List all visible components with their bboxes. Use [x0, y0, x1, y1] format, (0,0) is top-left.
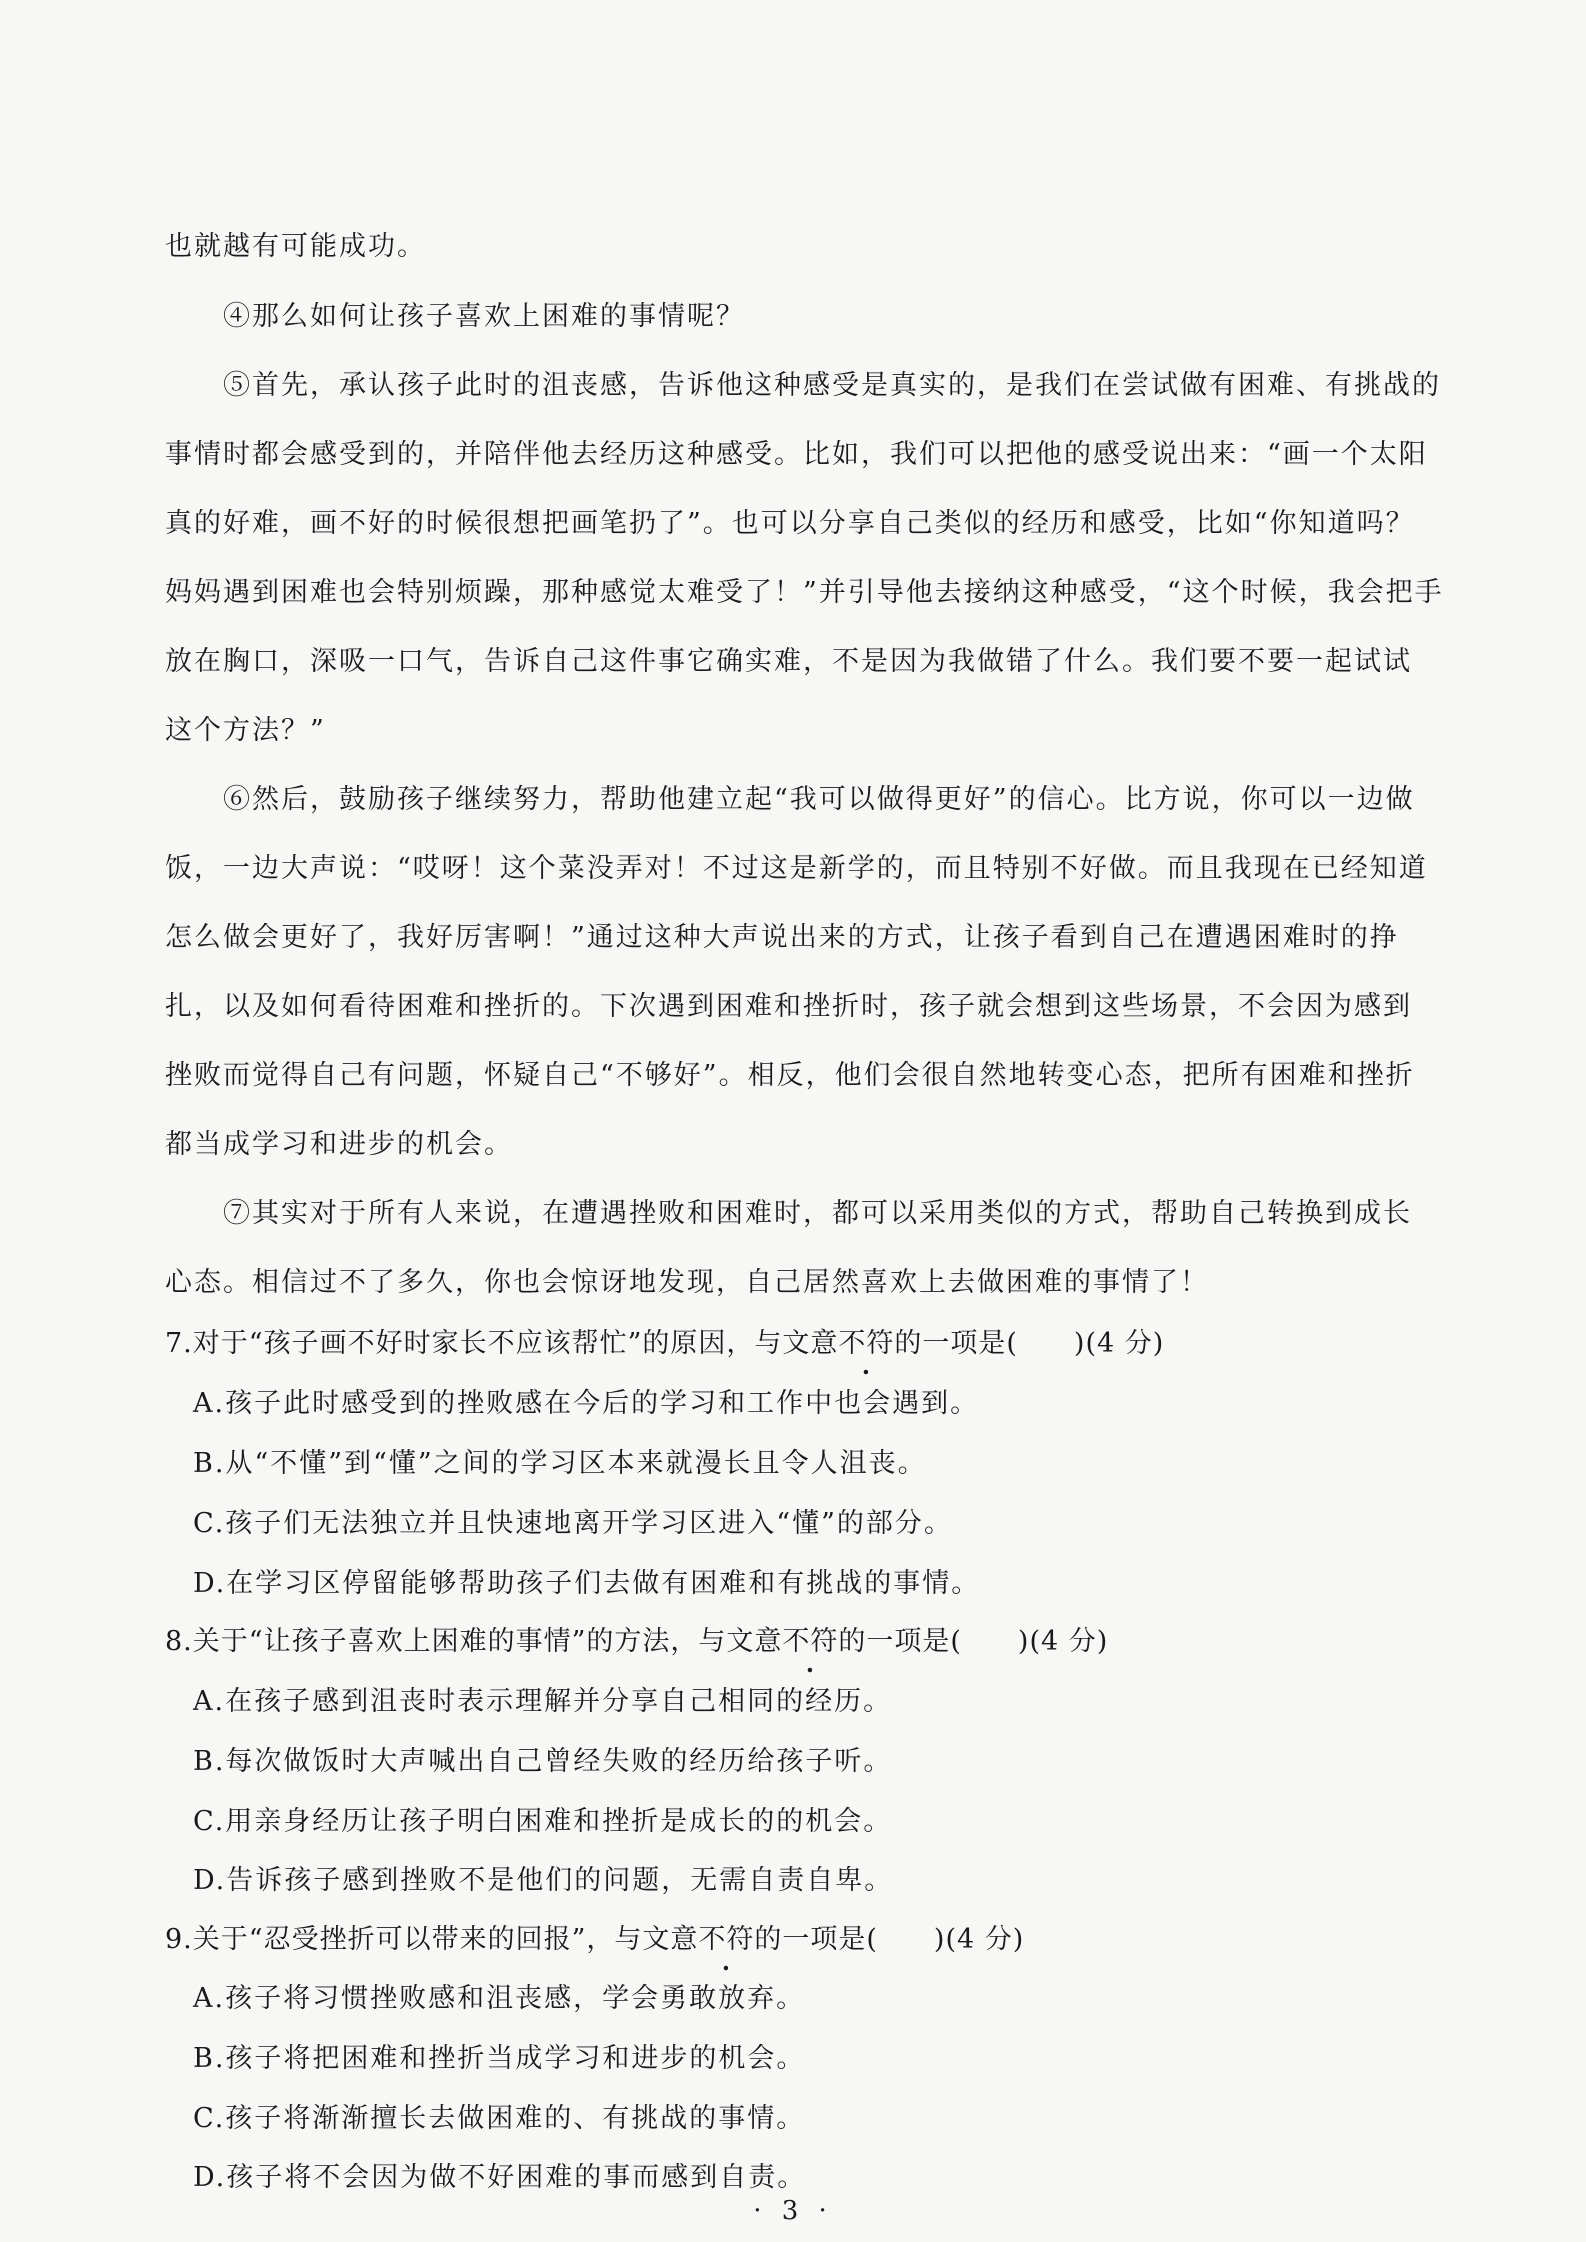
- passage-line: 事情时都会感受到的，并陪伴他去经历这种感受。比如，我们可以把他的感受说出来：“画一个太阳: [165, 439, 1428, 470]
- stem-text: 7.对于“孩子画不好时家长不应该帮忙”的原因，与文意: [165, 1328, 839, 1359]
- passage-line: 饭，一边大声说：“哎呀！这个菜没弄对！不过这是新学的，而且特别不好做。而且我现在已经知道: [165, 853, 1428, 884]
- option-d: D.告诉孩子感到挫败不是他们的问题，无需自责自卑。: [193, 1865, 894, 1896]
- passage-paragraph-6: ⑥然后，鼓励孩子继续努力，帮助他建立起“我可以做得更好”的信心。比方说，你可以一边做: [223, 784, 1415, 815]
- emphasis-mark: 不符: [838, 1328, 895, 1359]
- option-c: C.孩子们无法独立并且快速地离开学习区进入“懂”的部分。: [193, 1508, 953, 1539]
- option-a: A.在孩子感到沮丧时表示理解并分享自己相同的经历。: [193, 1686, 893, 1717]
- option-c: C.孩子将渐渐擅长去做困难的、有挑战的事情。: [193, 2103, 806, 2134]
- option-b: B.孩子将把困难和挫折当成学习和进步的机会。: [193, 2043, 806, 2074]
- stem-text: 9.关于“忍受挫折可以带来的回报”，与文意: [165, 1924, 699, 1955]
- passage-line: 心态。相信过不了多久，你也会惊讶地发现，自己居然喜欢上去做困难的事情了！: [165, 1267, 1209, 1298]
- option-b: B.从“不懂”到“懂”之间的学习区本来就漫长且令人沮丧。: [193, 1448, 927, 1479]
- question-stem: [165, 1622, 1108, 1662]
- option-d: D.在学习区停留能够帮助孩子们去做有困难和有挑战的事情。: [193, 1568, 981, 1599]
- passage-line: 真的好难，画不好的时候很想把画笔扔了”。也可以分享自己类似的经历和感受，比如“你知道吗？: [165, 508, 1415, 539]
- question-stem: [165, 1324, 1164, 1364]
- stem-text: 的一项是( )(4 分): [754, 1924, 1025, 1955]
- question-stem: [165, 1920, 1024, 1960]
- passage-line: 也就越有可能成功。: [165, 231, 426, 262]
- passage-line: 挫败而觉得自己有问题，怀疑自己“不够好”。相反，他们会很自然地转变心态，把所有困难和挫折: [165, 1060, 1415, 1091]
- option-a: A.孩子将习惯挫败感和沮丧感，学会勇敢放弃。: [193, 1983, 806, 2014]
- option-c: C.用亲身经历让孩子明白困难和挫折是成长的的机会。: [193, 1806, 893, 1837]
- passage-line: 扎，以及如何看待困难和挫折的。下次遇到困难和挫折时，孩子就会想到这些场景，不会因为感到: [165, 991, 1412, 1022]
- passage-paragraph-5: ⑤首先，承认孩子此时的沮丧感，告诉他这种感受是真实的，是我们在尝试做有困难、有挑战的: [223, 370, 1441, 401]
- option-a: A.孩子此时感受到的挫败感在今后的学习和工作中也会遇到。: [193, 1388, 980, 1419]
- passage-line: 都当成学习和进步的机会。: [165, 1129, 513, 1160]
- emphasis-mark: 不符: [698, 1924, 755, 1955]
- emphasis-mark: 不符: [782, 1626, 839, 1657]
- passage-line: 放在胸口，深吸一口气，告诉自己这件事它确实难，不是因为我做错了什么。我们要不要一起试试: [165, 646, 1412, 677]
- stem-text: 8.关于“让孩子喜欢上困难的事情”的方法，与文意: [165, 1626, 783, 1657]
- passage-line: 怎么做会更好了，我好厉害啊！”通过这种大声说出来的方式，让孩子看到自己在遭遇困难时的挣: [165, 922, 1399, 953]
- passage-line: 妈妈遇到困难也会特别烦躁，那种感觉太难受了！”并引导他去接纳这种感受，“这个时候，我会把手: [165, 577, 1444, 608]
- option-b: B.每次做饭时大声喊出自己曾经失败的经历给孩子听。: [193, 1746, 893, 1777]
- page-number: · 3 ·: [753, 2196, 833, 2226]
- passage-paragraph-7: ⑦其实对于所有人来说，在遭遇挫败和困难时，都可以采用类似的方式，帮助自己转换到成长: [223, 1198, 1412, 1229]
- passage-line: 这个方法？”: [165, 715, 326, 746]
- option-d: D.孩子将不会因为做不好困难的事而感到自责。: [193, 2162, 807, 2193]
- passage-paragraph-4: ④那么如何让孩子喜欢上困难的事情呢？: [223, 301, 745, 332]
- stem-text: 的一项是( )(4 分): [838, 1626, 1109, 1657]
- stem-text: 的一项是( )(4 分): [894, 1328, 1165, 1359]
